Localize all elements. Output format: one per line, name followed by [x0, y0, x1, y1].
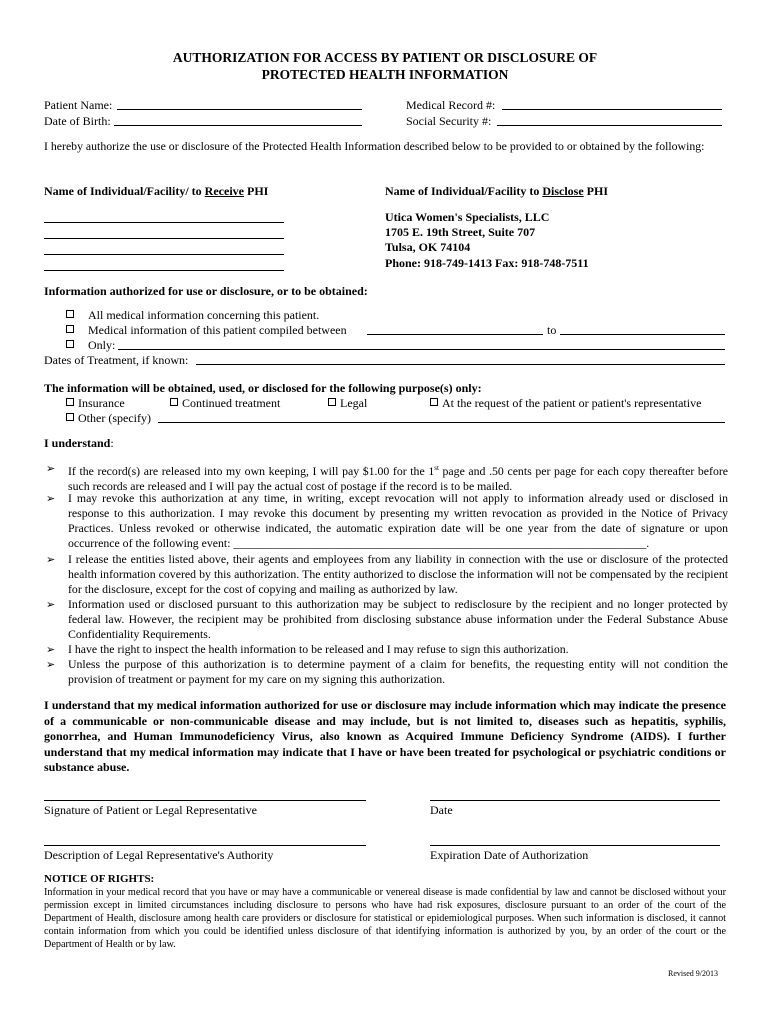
- ssn-label: Social Security #:: [406, 114, 492, 128]
- option-only: Only:: [66, 338, 115, 353]
- form-title-line2: PROTECTED HEALTH INFORMATION: [261, 67, 509, 82]
- understand-item-release: I release the entities listed above, their agents and employees from any liability in connection with the use or disclosure of the protected health information covered by this authorization. The entity authorized to disclose the information will not be compensated by the recipient for the disclosure, except for the cost of copying and mailing as authorized by law.: [68, 552, 728, 596]
- signature-label: Signature of Patient or Legal Representative: [44, 803, 257, 817]
- dates-treatment-label: Dates of Treatment, if known:: [44, 353, 189, 367]
- date-label: Date: [430, 803, 453, 817]
- receive-phi-line-3[interactable]: [44, 254, 284, 255]
- disclose-facility-phone: Phone: 918-749-1413 Fax: 918-748-7511: [385, 256, 589, 270]
- checkbox-insurance[interactable]: [66, 398, 74, 406]
- only-field[interactable]: [118, 349, 725, 350]
- bullet-arrow-icon: ➢: [46, 493, 56, 505]
- dates-treatment-field[interactable]: [196, 364, 725, 365]
- purpose-other: Other (specify): [66, 411, 151, 426]
- purpose-patient-request: At the request of the patient or patient's representative: [430, 396, 701, 411]
- notice-body: Information in your medical record that you have or may have a communicable or venereal disease is made confidential by law and cannot be disclosed without your permission except in limited circumstances including disclosure to persons who have had risk exposures, disclosure pursuant to an order of the court of the Department of Health, disclosure among health care providers or disclosure for statistical or epidemiological purposes. When such information is disclosed, it cannot contain information from which you could be identified unless disclosure of that identifying information is authorized by you, by an order of the court or the Department of Health or by law.: [44, 887, 726, 950]
- intro-text: I hereby authorize the use or disclosure of the Protected Health Information described below to be provided to or obtained by the following:: [44, 139, 705, 153]
- dob-field[interactable]: [114, 125, 362, 126]
- bullet-arrow-icon: ➢: [46, 644, 56, 656]
- understand-item-revoke: I may revoke this authorization at any time, in writing, except revocation will not apply to information already used or disclosed in response to this authorization. I may revoke this document by presenting my written revocation as provided in the Notice of Privacy Practices. Unless revoked or otherwise indicated, the automatic expiration date will be one year from the date of signature or upon occurrence of the following event: ______________________________________________________________________.: [68, 491, 728, 550]
- compiled-start-field[interactable]: [367, 334, 543, 335]
- dob-label: Date of Birth:: [44, 114, 111, 128]
- patient-name-field[interactable]: [117, 109, 362, 110]
- authority-description-label: Description of Legal Representative's Authority: [44, 848, 274, 862]
- checkbox-legal[interactable]: [328, 398, 336, 406]
- receive-phi-line-4[interactable]: [44, 270, 284, 271]
- date-field[interactable]: [430, 800, 720, 801]
- bullet-arrow-icon: ➢: [46, 463, 56, 475]
- disclose-phi-heading: Name of Individual/Facility to Disclose PHI: [385, 184, 609, 198]
- medical-record-label: Medical Record #:: [406, 98, 496, 112]
- understand-item-inspect: I have the right to inspect the health information to be released and I may refuse to sign this authorization.: [68, 642, 569, 656]
- purpose-other-field[interactable]: [158, 422, 725, 423]
- compiled-to-label: to: [547, 323, 557, 337]
- expiration-date-field[interactable]: [430, 845, 720, 846]
- notice-heading: NOTICE OF RIGHTS:: [44, 873, 155, 885]
- form-title-line1: AUTHORIZATION FOR ACCESS BY PATIENT OR DISCLOSURE OF: [172, 50, 598, 65]
- purpose-legal: Legal: [328, 396, 367, 411]
- compiled-end-field[interactable]: [560, 334, 725, 335]
- bullet-arrow-icon: ➢: [46, 554, 56, 566]
- checkbox-compiled-between[interactable]: [66, 325, 74, 333]
- disclose-facility-address: 1705 E. 19th Street, Suite 707: [385, 225, 536, 239]
- receive-phi-heading: Name of Individual/Facility/ to Receive PHI: [44, 184, 269, 198]
- checkbox-only[interactable]: [66, 340, 74, 348]
- understand-heading: I understand:: [44, 436, 114, 450]
- option-compiled-between: Medical information of this patient compiled between: [66, 323, 347, 338]
- understand-item-redisclosure: Information used or disclosed pursuant to this authorization may be subject to redisclosure by the recipient and no longer protected by federal law. However, the recipient may be prohibited from disclosing substance abuse information under the Federal Substance Abuse Confidentiality Requirements.: [68, 597, 728, 641]
- patient-name-label: Patient Name:: [44, 98, 113, 112]
- medical-record-field[interactable]: [502, 109, 722, 110]
- understand-item-fees: If the record(s) are released into my own keeping, I will pay $1.00 for the 1st page and .50 cents per page for each copy thereafter before such records are released and I will pay the actual cost of postage if the record is to be mailed.: [68, 463, 729, 493]
- purpose-insurance: Insurance: [66, 396, 125, 411]
- purpose-heading: The information will be obtained, used, or disclosed for the following purpose(s) only:: [44, 381, 482, 395]
- purpose-continued-treatment: Continued treatment: [170, 396, 280, 411]
- checkbox-patient-request[interactable]: [430, 398, 438, 406]
- disclose-facility-name: Utica Women's Specialists, LLC: [385, 210, 550, 224]
- checkbox-other[interactable]: [66, 413, 74, 421]
- disclose-facility-city: Tulsa, OK 74104: [385, 240, 471, 254]
- bullet-arrow-icon: ➢: [46, 599, 56, 611]
- signature-field[interactable]: [44, 800, 366, 801]
- authority-description-field[interactable]: [44, 845, 366, 846]
- understand-item-condition: Unless the purpose of this authorization is to determine payment of a claim for benefits, the requesting entity will not condition the provision of treatment or payment for my care on my signing this authorization.: [68, 657, 728, 686]
- disease-disclosure-paragraph: I understand that my medical information authorized for use or disclosure may include information which may indicate the presence of a communicable or non-communicable disease and may include, but is not limited to, diseases such as hepatitis, syphilis, gonorrhea, and Human Immunodeficiency Virus, also known as Acquired Immune Deficiency Syndrome (AIDS). I further understand that my medical information may indicate that I have or have been treated for psychological or psychiatric conditions or substance abuse.: [44, 698, 726, 774]
- expiration-date-label: Expiration Date of Authorization: [430, 848, 589, 862]
- receive-phi-line-1[interactable]: [44, 222, 284, 223]
- checkbox-continued-treatment[interactable]: [170, 398, 178, 406]
- option-all-info: All medical information concerning this patient.: [66, 308, 319, 323]
- bullet-arrow-icon: ➢: [46, 659, 56, 671]
- info-heading: Information authorized for use or disclosure, or to be obtained:: [44, 284, 368, 298]
- checkbox-all-info[interactable]: [66, 310, 74, 318]
- receive-phi-line-2[interactable]: [44, 238, 284, 239]
- revision-date: Revised 9/2013: [668, 969, 718, 978]
- ssn-field[interactable]: [497, 125, 722, 126]
